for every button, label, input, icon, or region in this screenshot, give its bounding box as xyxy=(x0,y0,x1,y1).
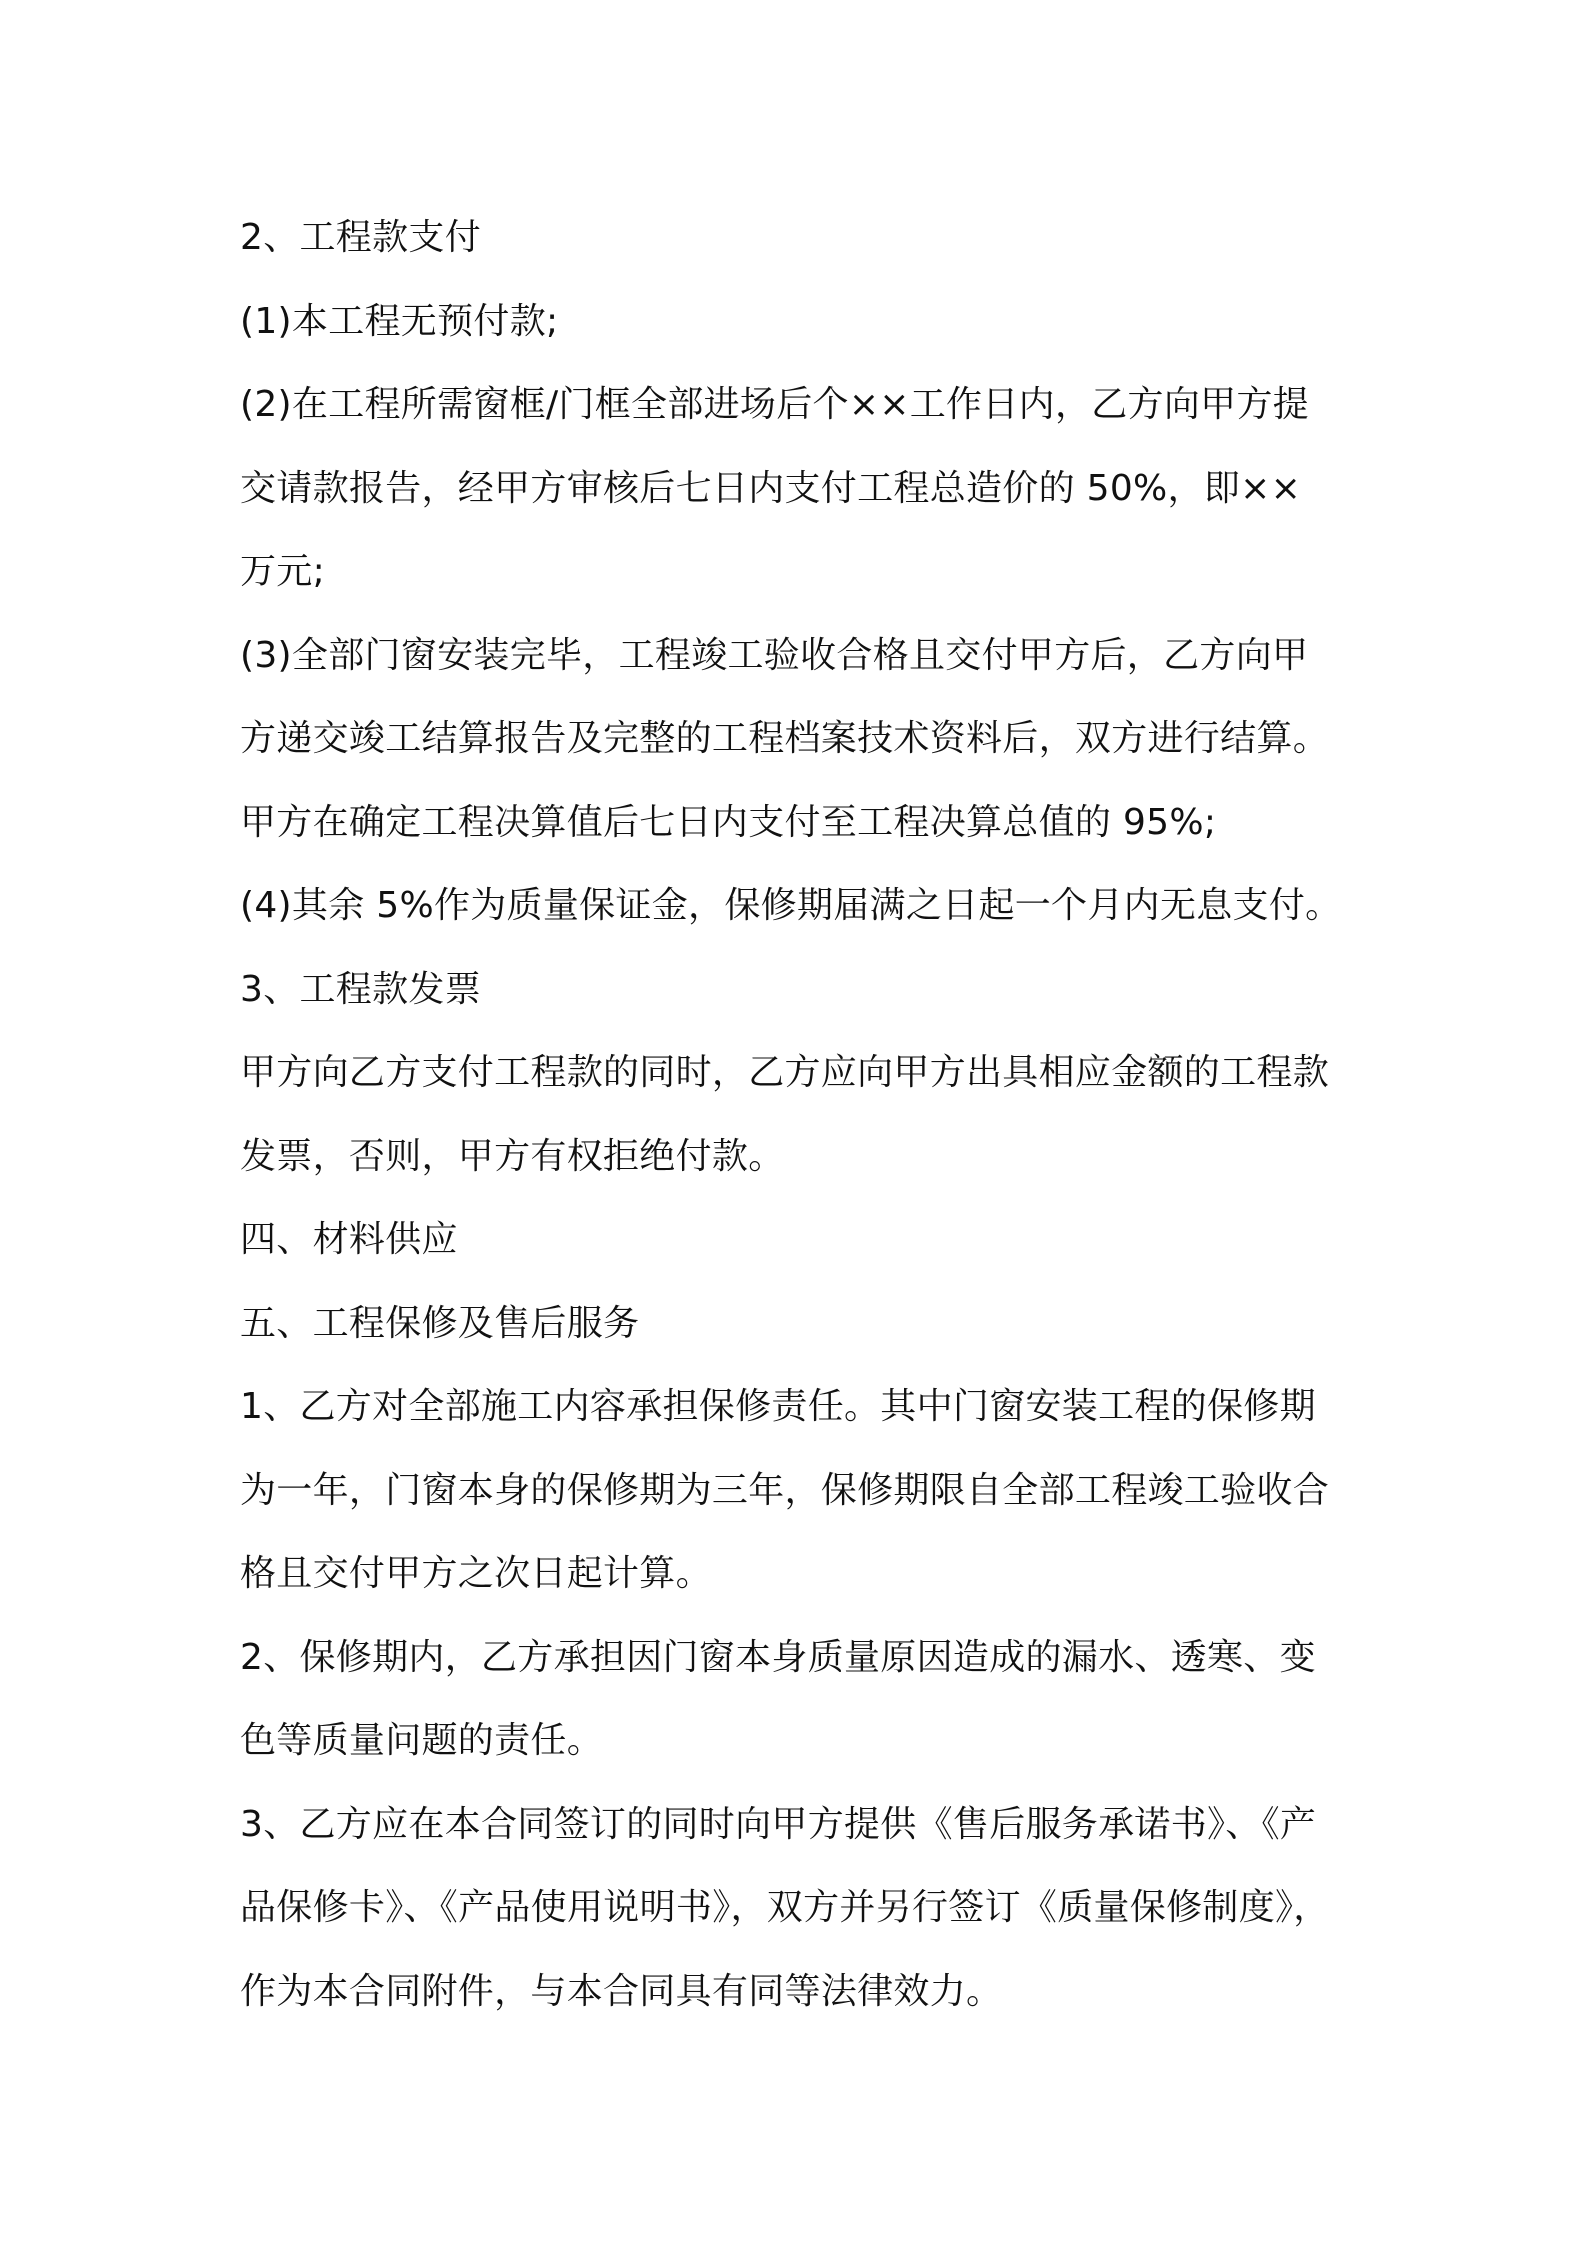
section-heading-invoice xyxy=(240,948,1360,1032)
text-line: 1、乙方对全部施工内容承担保修责任。其中门窗安装工程的保修期 xyxy=(240,1386,1316,1427)
text-line: 2、工程款支付 xyxy=(240,217,482,258)
text-line: 格且交付甲方之次日起计算。 xyxy=(240,1553,712,1594)
text-line: 色等质量问题的责任。 xyxy=(240,1720,604,1761)
payment-clause-1 xyxy=(240,280,1360,364)
payment-clause-4 xyxy=(240,864,1360,948)
text-line: 发票，否则，甲方有权拒绝付款。 xyxy=(240,1135,785,1177)
text-line: 万元; xyxy=(240,551,326,592)
section-heading-warranty xyxy=(240,1282,1360,1366)
text-line: (1)本工程无预付款; xyxy=(240,300,559,342)
section-heading-payment xyxy=(240,196,1360,280)
text-line: 四、材料供应 xyxy=(240,1219,458,1260)
text-line: 甲方在确定工程决算值后七日内支付至工程决算总值的 95%; xyxy=(240,801,1217,843)
warranty-clause-3 xyxy=(240,1783,1360,2034)
payment-clause-3 xyxy=(240,614,1360,865)
text-line: 品保修卡》、《产品使用说明书》，双方并另行签订《质量保修制度》， xyxy=(240,1887,1330,1928)
warranty-clause-2 xyxy=(240,1616,1360,1783)
warranty-clause-1 xyxy=(240,1365,1360,1616)
text-line: (3)全部门窗安装完毕，工程竣工验收合格且交付甲方后，乙方向甲 xyxy=(240,634,1309,676)
text-line: 作为本合同附件，与本合同具有同等法律效力。 xyxy=(240,1970,1003,2012)
text-line: 为一年，门窗本身的保修期为三年，保修期限自全部工程竣工验收合 xyxy=(240,1469,1330,1511)
text-line: 甲方向乙方支付工程款的同时，乙方应向甲方出具相应金额的工程款 xyxy=(240,1052,1330,1093)
text-line: 3、工程款发票 xyxy=(240,968,482,1010)
text-line: 3、乙方应在本合同签订的同时向甲方提供《售后服务承诺书》、《产 xyxy=(240,1803,1317,1845)
text-line: 方递交竣工结算报告及完整的工程档案技术资料后，双方进行结算。 xyxy=(240,718,1330,759)
text-line: 交请款报告，经甲方审核后七日内支付工程总造价的 50%，即×× xyxy=(240,467,1302,509)
text-line: 五、工程保修及售后服务 xyxy=(240,1302,640,1344)
section-heading-materials xyxy=(240,1198,1360,1282)
text-line: (2)在工程所需窗框/门框全部进场后个××工作日内，乙方向甲方提 xyxy=(240,384,1310,425)
text-line: (4)其余 5%作为质量保证金，保修期届满之日起一个月内无息支付。 xyxy=(240,885,1342,926)
document-body xyxy=(240,196,1360,2033)
text-line: 2、保修期内，乙方承担因门窗本身质量原因造成的漏水、透寒、变 xyxy=(240,1636,1316,1678)
payment-clause-2 xyxy=(240,363,1360,614)
invoice-clause xyxy=(240,1031,1360,1198)
